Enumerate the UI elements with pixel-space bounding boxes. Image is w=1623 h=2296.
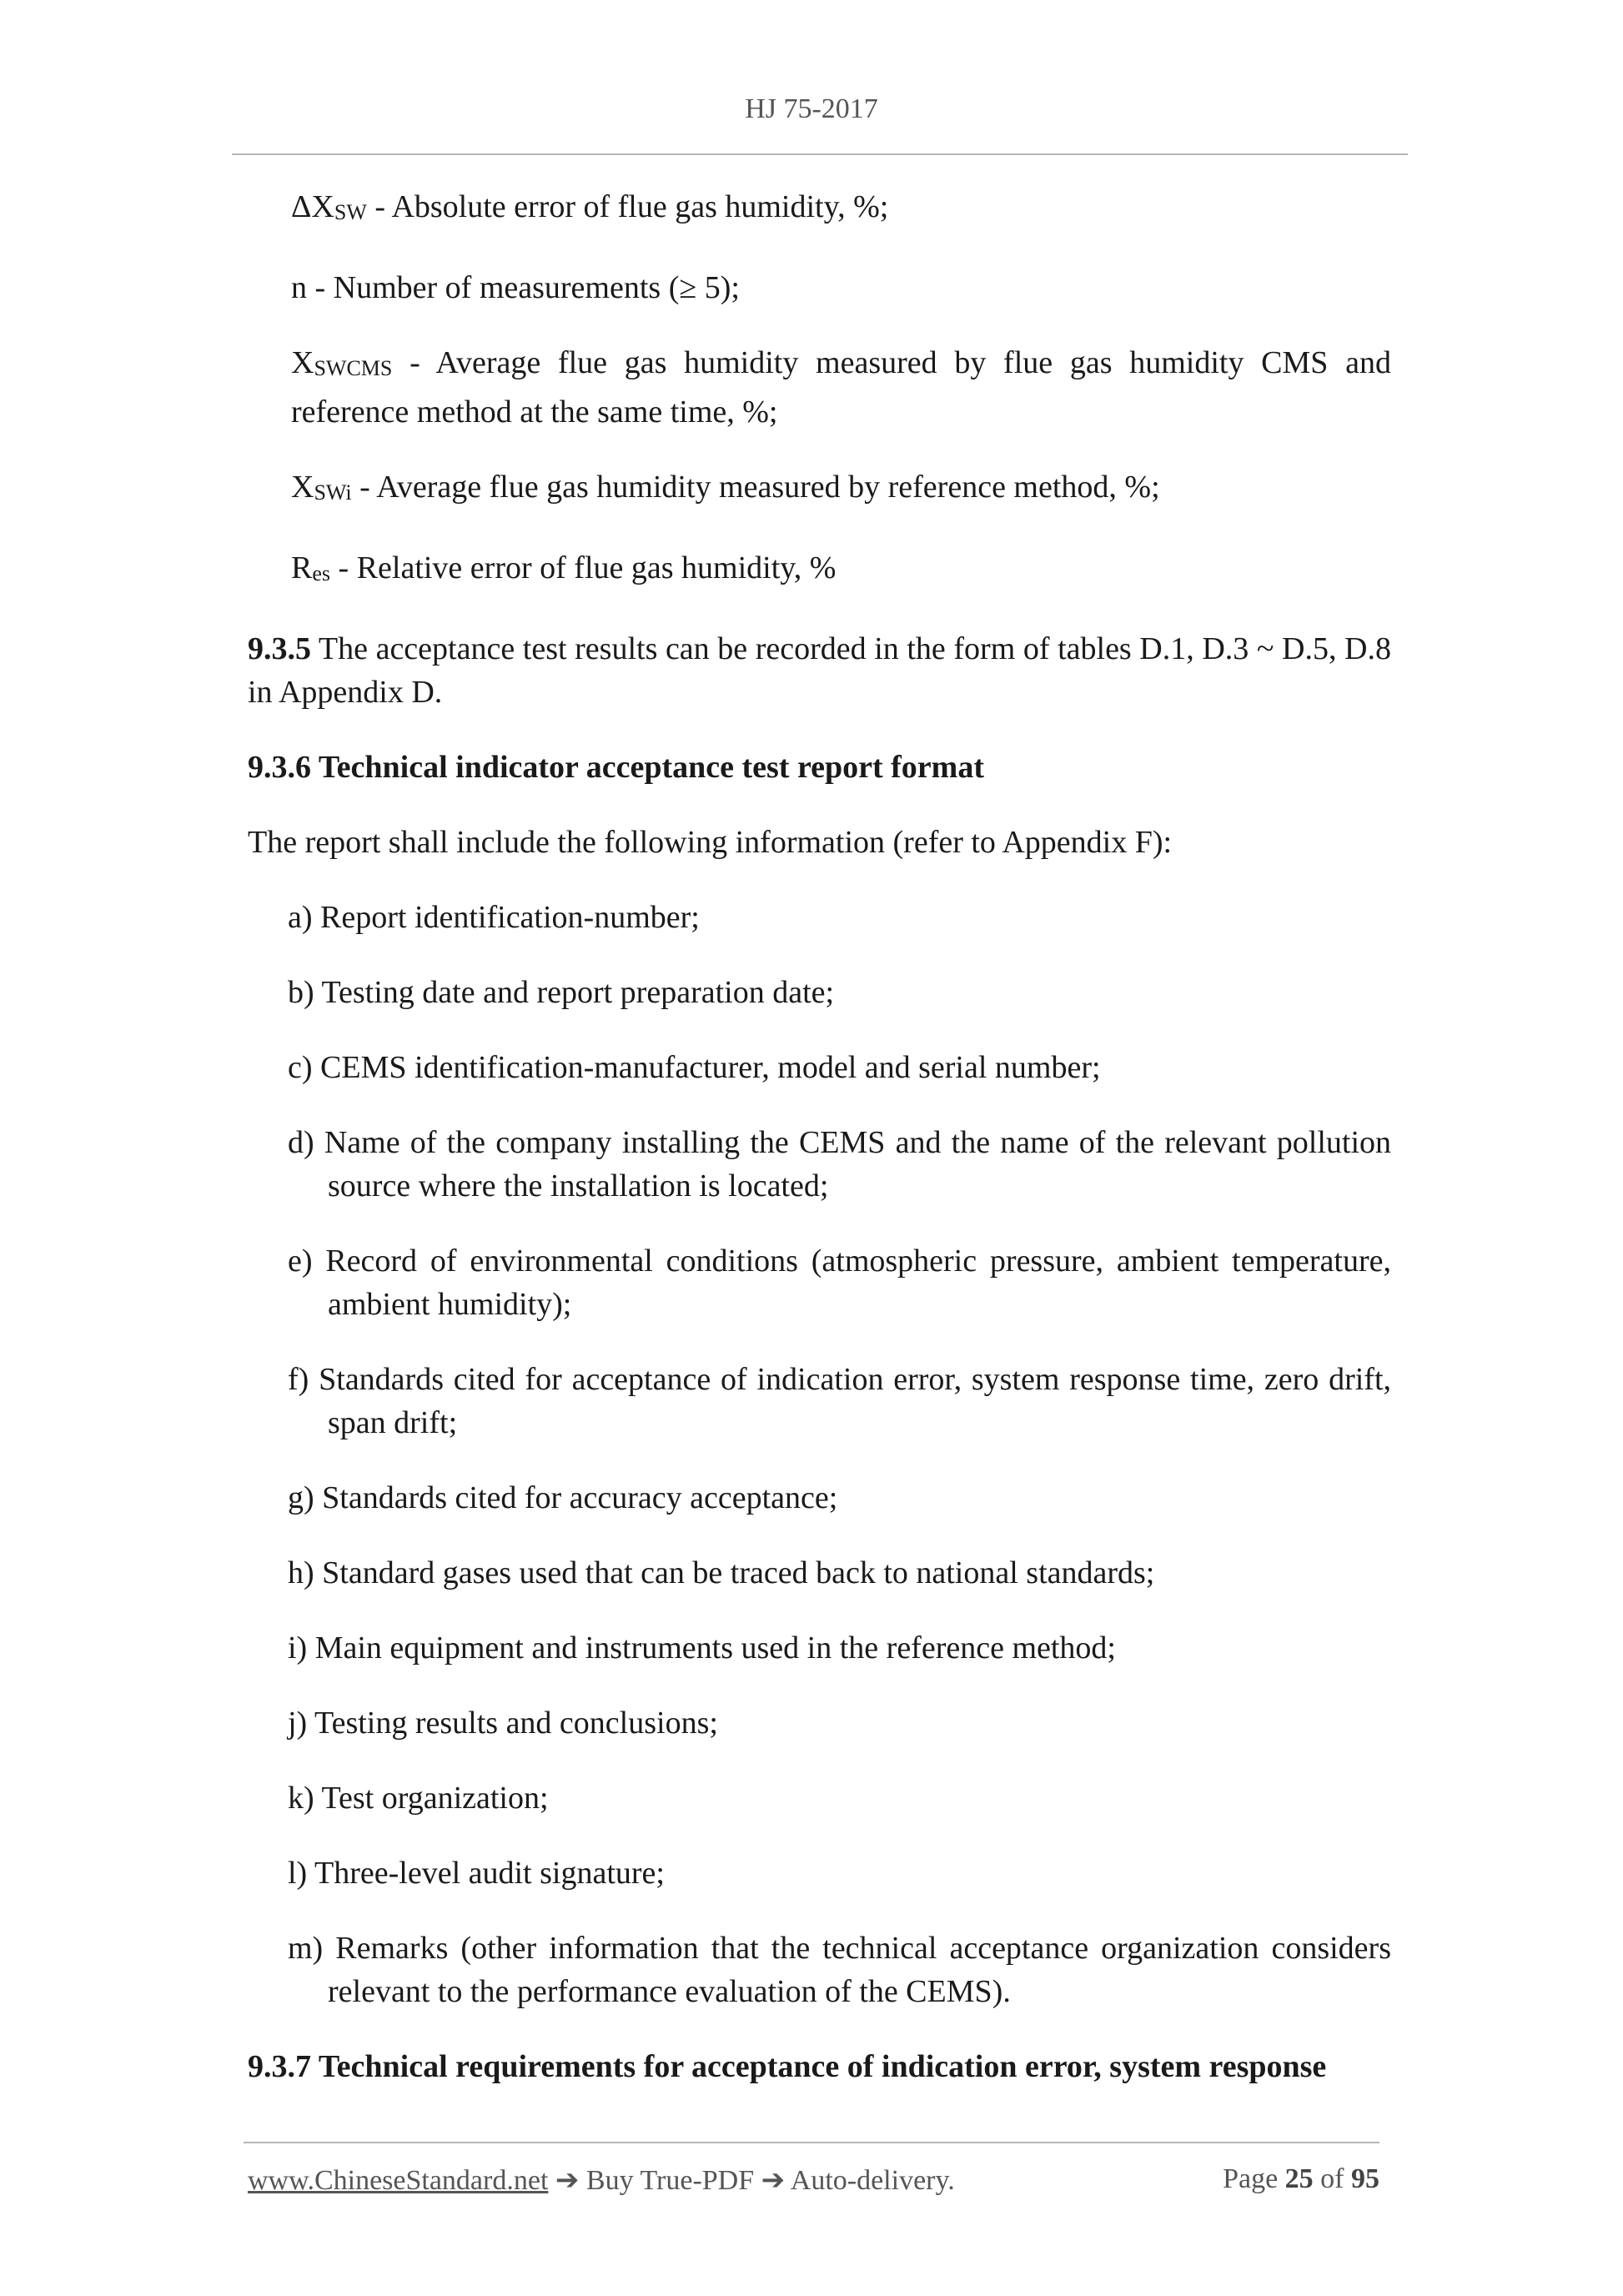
footer-divider [244, 2142, 1379, 2143]
symbol-subscript: SWCMS [314, 356, 393, 380]
list-item: c) CEMS identification-manufacturer, model and serial number; [288, 1050, 1101, 1085]
list-item: g) Standards cited for accuracy acceptance; [288, 1480, 838, 1515]
section-9-3-6-heading [248, 746, 1391, 789]
definition-text: - Number of measurements (≥ 5); [307, 270, 740, 305]
delivery-text: Auto-delivery. [790, 2165, 955, 2196]
section-9-3-5 [248, 627, 1391, 714]
symbol: X [291, 345, 314, 380]
arrow-right-icon: ➔ [555, 2165, 580, 2196]
list-item: j) Testing results and conclusions; [288, 1706, 718, 1741]
definition-res [248, 546, 1391, 595]
section-heading: 9.3.6 Technical indicator acceptance test report format [248, 750, 984, 785]
symbol: ΔX [291, 189, 334, 224]
footer-links [248, 2163, 955, 2197]
section-number: 9.3.5 [248, 631, 311, 666]
page-number: 25 [1284, 2163, 1314, 2194]
of-label: of [1320, 2163, 1344, 2194]
section-9-3-7-heading [248, 2045, 1391, 2088]
arrow-right-icon: ➔ [761, 2165, 786, 2196]
definition-text: - Average flue gas humidity measured by reference method, %; [351, 470, 1160, 505]
buy-text: Buy True-PDF [585, 2165, 755, 2196]
page-counter [1223, 2163, 1379, 2195]
definition-text: - Average flue gas humidity measured by flue gas humidity CMS and reference method at the same time, %; [291, 345, 1391, 430]
definition-text: - Relative error of flue gas humidity, % [330, 550, 837, 585]
section-heading: 9.3.7 Technical requirements for acceptance of indication error, system response [248, 2049, 1327, 2084]
list-item: m) Remarks (other information that the technical acceptance organization considers relevant to the performance evaluation of the CEMS). [288, 1931, 1391, 2009]
page-header-title: HJ 75-2017 [745, 93, 878, 124]
page-total: 95 [1351, 2163, 1379, 2194]
site-link[interactable]: www.ChineseStandard.net [248, 2165, 549, 2196]
list-item: e) Record of environmental conditions (atmospheric pressure, ambient temperature, ambient humidity); [288, 1243, 1391, 1322]
report-intro: The report shall include the following information (refer to Appendix F): [248, 825, 1173, 860]
definition-xswcms [248, 341, 1391, 434]
list-item: k) Test organization; [288, 1781, 549, 1816]
definition-text: - Absolute error of flue gas humidity, %; [366, 189, 889, 224]
list-item: i) Main equipment and instruments used in the reference method; [288, 1630, 1116, 1665]
symbol-subscript: SW [334, 200, 367, 224]
list-item: l) Three-level audit signature; [288, 1856, 665, 1891]
list-item: d) Name of the company installing the CEMS and the name of the relevant pollution source where the installation is located; [288, 1125, 1391, 1203]
list-item: a) Report identification-number; [288, 900, 700, 935]
symbol-subscript: es [312, 561, 331, 585]
list-item: h) Standard gases used that can be traced back to national standards; [288, 1555, 1155, 1590]
symbol: R [291, 550, 313, 585]
header-divider [232, 153, 1408, 155]
list-item: f) Standards cited for acceptance of indication error, system response time, zero drift, span drift; [288, 1362, 1391, 1440]
list-item: b) Testing date and report preparation date; [288, 975, 835, 1010]
definition-n [248, 266, 1391, 309]
symbol-subscript: SWi [314, 480, 352, 505]
symbol: n [291, 270, 307, 305]
page-label: Page [1223, 2163, 1279, 2194]
symbol: X [291, 470, 314, 505]
definition-xswi [248, 465, 1391, 515]
section-text: The acceptance test results can be recorded in the form of tables D.1, D.3 ~ D.5, D.8 in Appendix D. [248, 631, 1391, 710]
definition-delta-xsw [248, 185, 1391, 234]
document-body [248, 185, 1391, 2120]
